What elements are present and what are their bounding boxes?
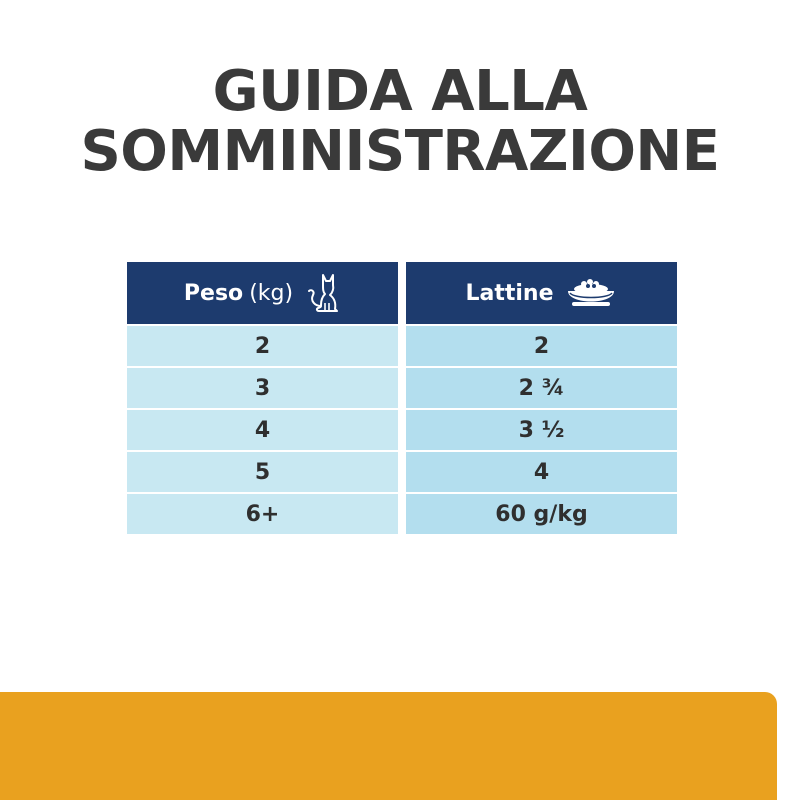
weight-cell: 2 [127,326,398,366]
cans-cell: 3 ½ [406,410,677,450]
weight-header-label: Peso [183,280,244,306]
weight-header-unit: (kg) [249,280,294,306]
cans-cell: 2 [406,326,677,366]
food-bowl-icon [564,273,618,313]
cans-header [406,262,677,324]
weight-header [127,262,398,324]
weight-cell: 5 [127,452,398,492]
cat-icon [303,273,341,313]
feeding-table [127,262,677,536]
cans-cell: 2 ¾ [406,368,677,408]
page-title [0,59,800,184]
cans-column [406,262,677,536]
weight-cell: 6+ [127,494,398,534]
title-line-2: SOMMINISTRAZIONE [80,119,720,184]
title-line-1: GUIDA ALLA [212,59,588,124]
cans-cell: 60 g/kg [406,494,677,534]
weight-column [127,262,398,536]
weight-cell: 3 [127,368,398,408]
cans-cell: 4 [406,452,677,492]
orange-band [0,692,777,800]
cans-header-label: Lattine [465,280,554,306]
weight-cell: 4 [127,410,398,450]
